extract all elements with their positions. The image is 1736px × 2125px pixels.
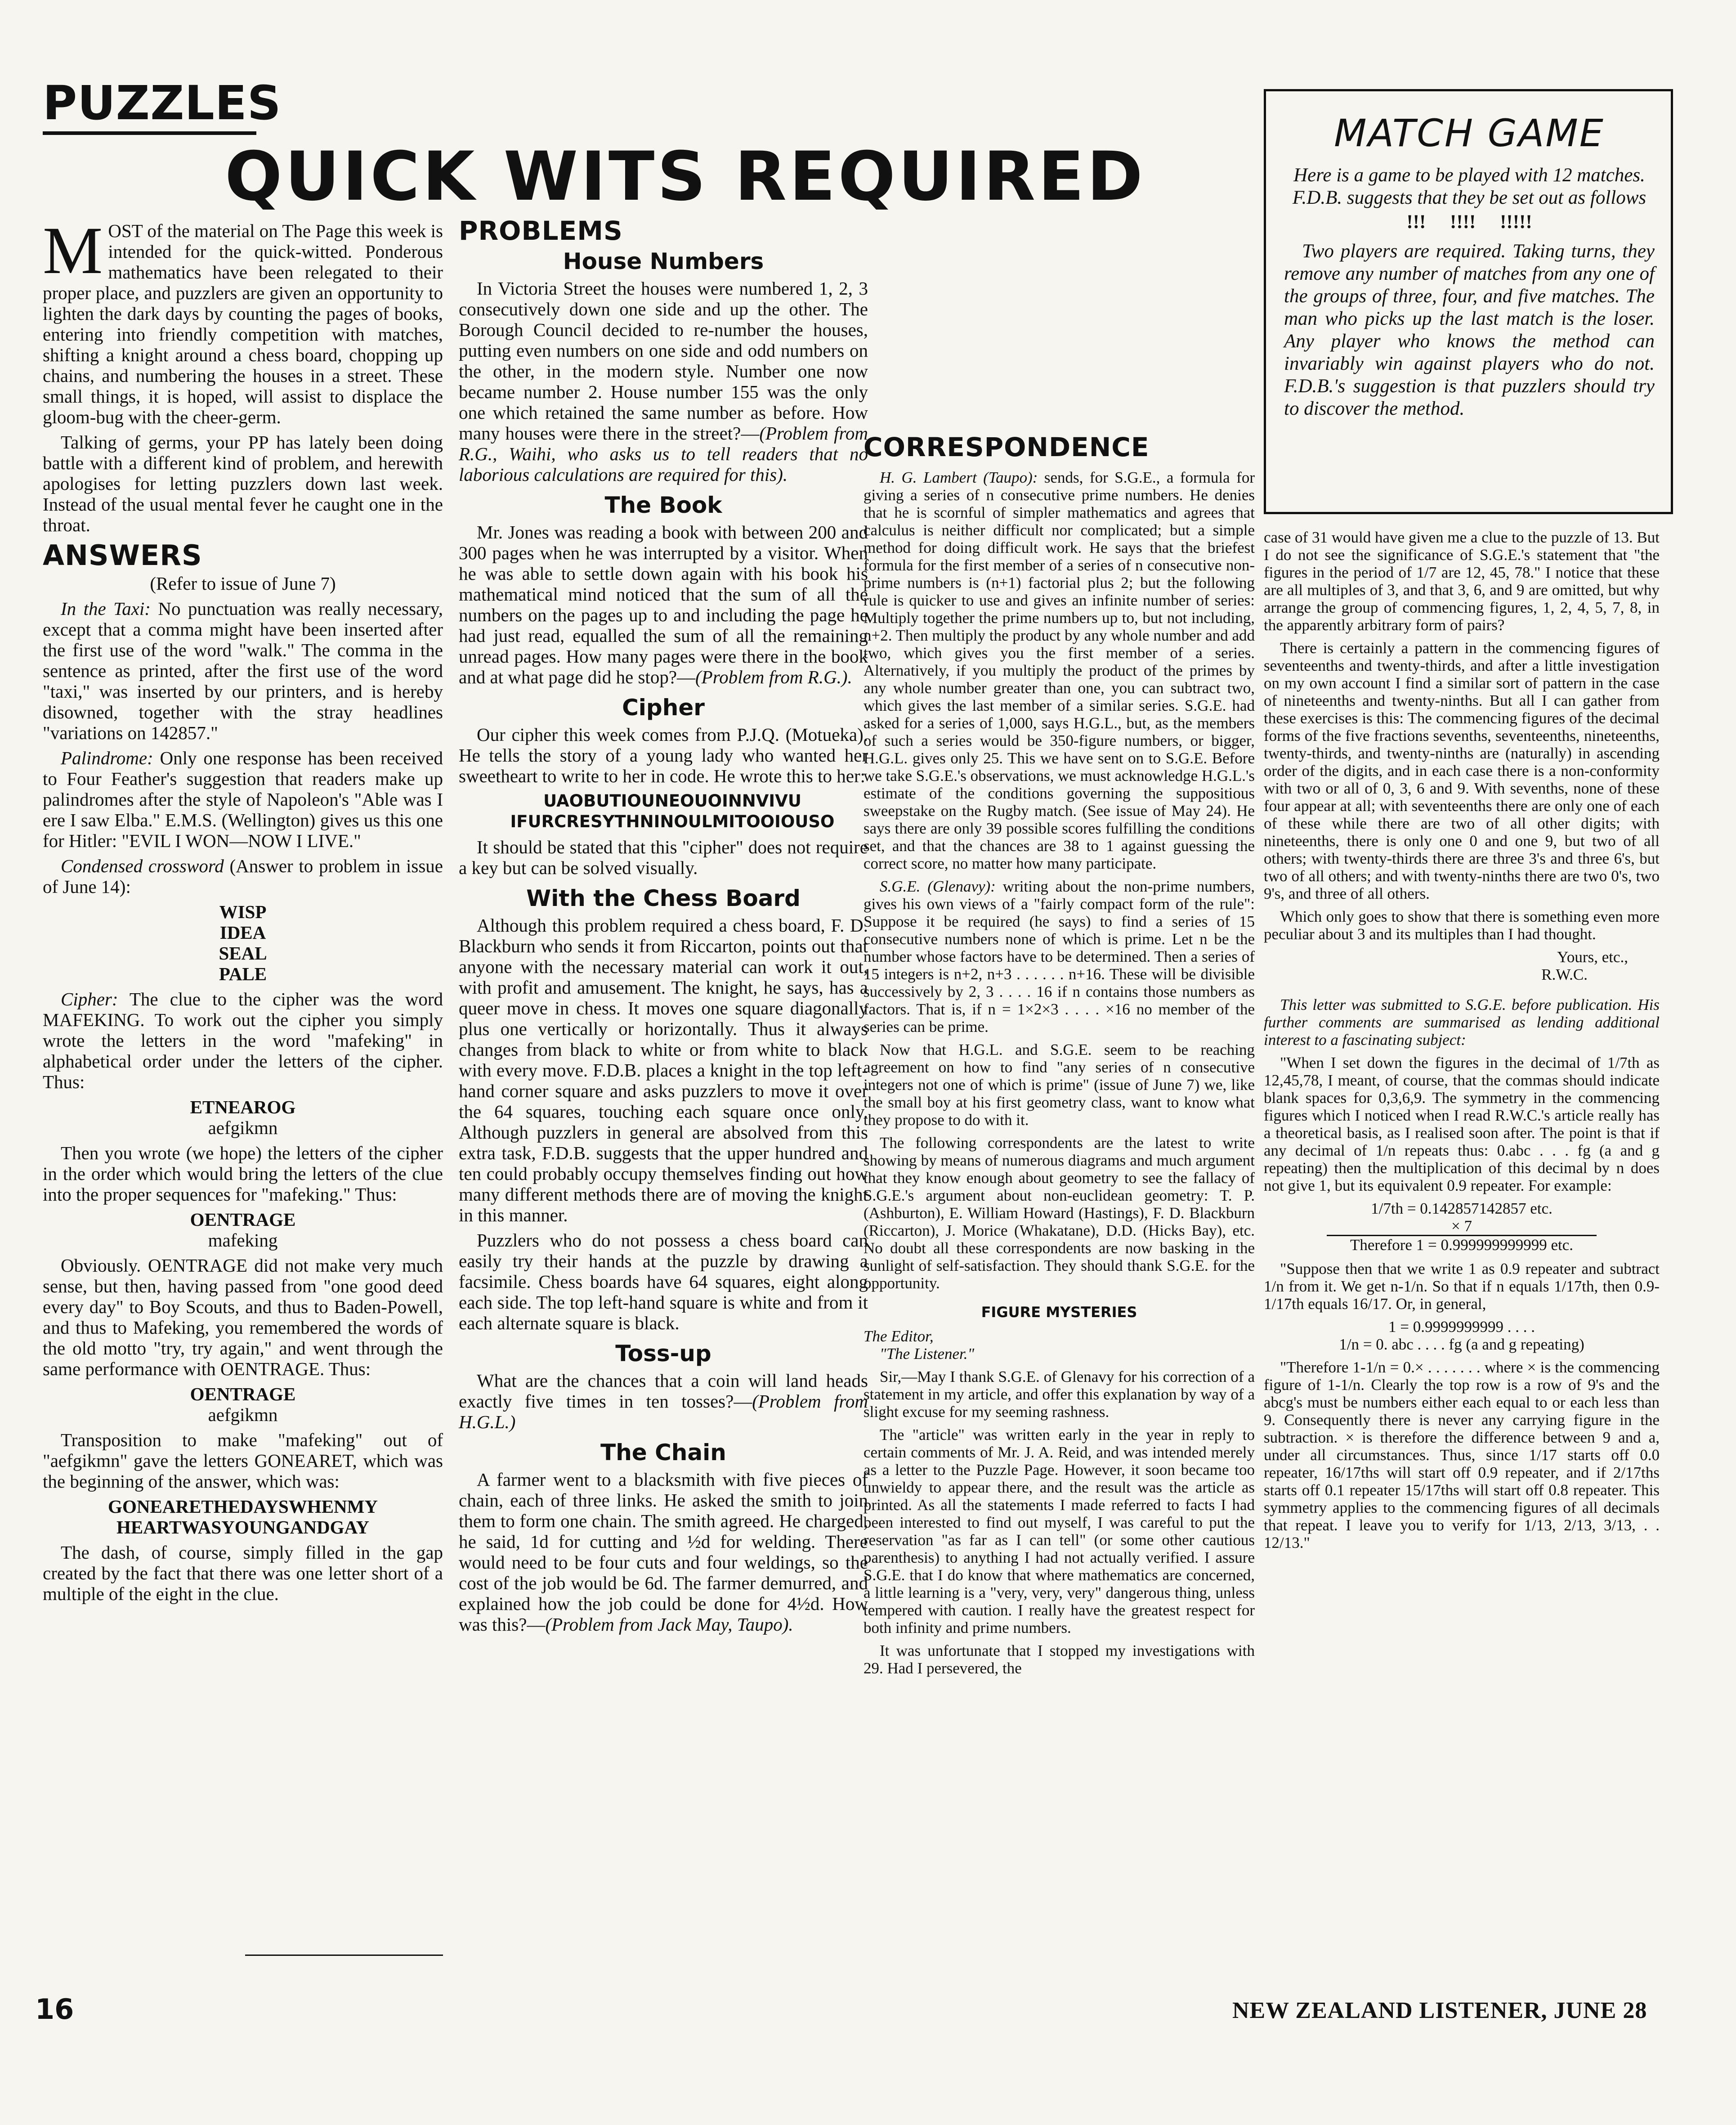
cipher-problem-text: Our cipher this week comes from P.J.Q. (Motueka). He tells the story of a young lady who wanted her sweetheart to write to her in code. He wrote this to her: (459, 724, 868, 786)
answer-taxi: In the Taxi: No punctuation was really necessary, except that a comma might have been inserted after the first use of the word "walk." The comma in the sentence as printed, after the first use of the word "taxi," was inserted by our printers, and is hereby disowned, together with the stray headlines "variations on 142857." (43, 598, 443, 743)
cipher-row: ETNEAROG (190, 1097, 296, 1117)
answer-crossword: Condensed crossword (Answer to problem in issue of June 14): (43, 856, 443, 897)
cipher-row: aefgikmn (208, 1404, 278, 1425)
correspondence-text: The following correspondents are the latest to write showing by means of numerous diagrams and much argument that they know enough about geometry to see the fallacy of S.G.E.'s argument about non-euclidean geometry: T. P. (Ashburton), E. William Howard (Hastings), F. D. Blackburn (Riccarton), J. Morice (Whakatane), D.D. (Hicks Bay), etc. No doubt all these correspondents are now basking in the sunlight of self-satisfaction. They should thank S.G.E. for the opportunity. (864, 1134, 1255, 1292)
answer-cipher: Cipher: The clue to the cipher was the word MAFEKING. To work out the cipher you simply wrote the letters in the word "mafeking" in alphabetical order under the letters of the cipher. Thus: (43, 989, 443, 1092)
letter-continued: case of 31 would have given me a clue to the puzzle of 13. But I do not see the significance of S.G.E.'s statement that "the figures in the period of 1/7 are 12, 45, 78." I notice that these are all multiples of 3, and that 3, 6, and 9 are omitted, but why arrange the group of commencing figures, 1, 2, 4, 5, 7, 8, in the apparently arbitrary form of pairs? (1264, 529, 1660, 634)
match-groups: !!! !!!! !!!!! (1406, 211, 1532, 233)
match-game-box (1264, 89, 1673, 514)
crossword-word: WISP (219, 901, 267, 922)
drop-cap: M (43, 213, 103, 288)
intro-paragraph-1: MOST of the material on The Page this week is intended for the quick-witted. Ponderous mathematics have been relegated to their proper place, and puzzlers are given an opportunity to lighten the dark days by counting the pages of books, entering into friendly competition with matches, shifting a knight around a chess board, chopping up chains, and numbering the houses in a street. These small things, it is hoped, will assist to displace the gloom-bug with the cheer-germ. (43, 213, 443, 427)
cipher-row: aefgikmn (208, 1117, 278, 1138)
publication-footer: NEW ZEALAND LISTENER, JUNE 28 (1232, 1998, 1647, 2023)
house-numbers-text: In Victoria Street the houses were numbered 1, 2, 3 consecutively down one side and up the other. The Borough Council decided to re-number the houses, putting even numbers on one side and odd numbers on the other, in the modern style. Number one now became number 2. House number 155 was the only one which retained the same number as before. How many houses were there in the street?—(Problem from R.G., Waihi, who asks us to tell readers that no laborious calculations are required for this). (459, 278, 868, 485)
chess-text: Puzzlers who do not possess a chess board can easily try their hands at the puzzle by drawing a facsimile. Chess boards have 64 squares, eight along each side. The top left-hand square is white and from it each alternate square is black. (459, 1230, 868, 1333)
cipher-row: OENTRAGE (190, 1209, 296, 1230)
correspondence-heading: CORRESPONDENCE (864, 432, 1150, 462)
cipher-note: It should be stated that this "cipher" does not require a key but can be solved visually. (459, 837, 868, 878)
crossword-word: IDEA (219, 922, 266, 943)
cipher-heading: Cipher (622, 695, 705, 721)
cipher-text: Then you wrote (we hope) the letters of the cipher in the order which would bring the letters of the clue into the proper sequences for "mafeking." Thus: (43, 1143, 443, 1205)
column-2 (459, 215, 868, 1639)
answers-refer: (Refer to issue of June 7) (150, 573, 336, 594)
section-underline (43, 131, 256, 135)
cipher-text: Obviously. OENTRAGE did not make very much sense, but then, having passed from "one good deed every day" to Boy Scouts, and thus to Baden-Powell, and thus to Mafeking, you remembered the words of the old motto "try, try again," and went through the same performance with OENTRAGE. Thus: (43, 1255, 443, 1379)
footer-rule (245, 1955, 443, 1956)
letter-sge: S.G.E. (Glenavy): writing about the non-prime numbers, gives his own views of a "fairly compact form of the rule": Suppose it be required (he says) to find a series of 15 consecutive numbers none of which is prime. Let n be the number whose factors have to be determined. Then a series of 15 integers is n+2, n+3 . . . . . . n+16. These will be divisible successively by 2, 3 . . . . 16 if n contains those numbers as factors. That is, if n = 1×2×3 . . . . ×16 no member of the series can be prime. (864, 878, 1255, 1036)
equation: Therefore 1 = 0.999999999999 etc. (1327, 1235, 1597, 1254)
letter-salutation: "The Listener." (880, 1345, 975, 1363)
correspondence-text: Now that H.G.L. and S.G.E. seem to be reaching agreement on how to find "any series of n consecutive integers not one of which is prime" (issue of June 7) we, like the small boy at his first geometry class, want to know what they propose to do with it. (864, 1041, 1255, 1129)
letter-salutation: The Editor, (864, 1327, 934, 1345)
equation: 1/7th = 0.142857142857 etc. (1371, 1200, 1553, 1217)
letter-lambert: H. G. Lambert (Taupo): sends, for S.G.E., a formula for giving a series of n consecutive prime numbers. He denies that he is scornful of simpler mathematics and agrees that calculus is neither difficult nor complicated; but a simple method for doing difficult work. He says that the briefest formula for the first member of a series of n consecutive non-prime numbers is (n+1) factorial plus 2; but the following rule is quicker to use and gives an infinite number of series: Multiply together the prime numbers up to, but not including, n+2. Then multiply the product by any whole number and add two, which gives you the first member of a series. Alternatively, if you multiply the product of the primes by any whole number greater than one, you can subtract two, which gives the last member of a similar series. S.G.E. had asked for a series of 1,000, says H.G.L., but, as the members of such a series would be 350-figure numbers, or bigger, H.G.L. gives only 25. This we have sent on to S.G.E. Before we take S.G.E.'s observations, we must acknowledge H.G.L.'s estimate of the conditions governing the suppositious sweepstake on the Rugby match. (See issue of May 24). He says there are only 39 possible scores fulfilling the conditions set, and that the chances are 38 to 1 against guessing the correct score, no matter how many participate. (864, 469, 1255, 872)
crossword-word: PALE (219, 964, 267, 984)
letter-text: It was unfortunate that I stopped my investigations with 29. Had I persevered, the (864, 1642, 1255, 1677)
chess-heading: With the Chess Board (526, 885, 801, 911)
equation: 1/n = 0. abc . . . . fg (a and g repeating) (1339, 1336, 1584, 1353)
signature: Yours, etc., (1557, 948, 1628, 966)
signature: R.W.C. (1541, 966, 1588, 983)
answers-heading: ANSWERS (43, 539, 202, 572)
headline: QUICK WITS REQUIRED (225, 138, 1146, 216)
house-numbers-heading: House Numbers (563, 248, 764, 274)
crossword-word: SEAL (219, 943, 267, 964)
cipher-code-line: IFURCRESYTHNINOULMITOOIOUSO (510, 812, 835, 831)
column-4 (1264, 529, 1660, 1557)
editor-note: This letter was submitted to S.G.E. before publication. His further comments are summarised as lending additional interest to a fascinating subject: (1264, 996, 1660, 1049)
figure-mysteries-heading: FIGURE MYSTERIES (981, 1304, 1137, 1321)
sge-comment: "Therefore 1-1/n = 0.× . . . . . . . where × is the commencing figure of 1-1/n. Clearly the top row is a row of 9's and the abcg's must be numbers either each equal to or each less than 9. Consequently there is never any carrying figure in the subtraction. × is therefore the difference between 9 and a, under all circumstances. Thus, since 1/17 starts off 0.0 repeater, 16/17ths will start off 0.9 repeater, and if 2/17ths starts off 0.1 repeater 15/17ths will start off 0.8 repeater. This symmetry applies to the commencing figures of all decimals that repeat. I leave you to verify for 1/13, 2/13, 3/13, . . 12/13." (1264, 1358, 1660, 1551)
column-3 (864, 432, 1255, 1682)
sge-comment: "When I set down the figures in the decimal of 1/7th as 12,45,78, I meant, of course, that the commas should indicate blank spaces for 0,3,6,9. The symmetry in the commencing figures which I noticed when I read R.W.C.'s article really has a theoretical basis, as I realised soon after. The point is that if any decimal of 1/n repeats thus: 0.abc . . . fg (a and g repeating) then the multiplication of this decimal by n does not give 1, but its equivalent 0.9 repeater. For example: (1264, 1054, 1660, 1194)
page-number: 16 (35, 1993, 74, 2026)
book-text: Mr. Jones was reading a book with between 200 and 300 pages when he was interrupted by a visitor. When he was able to settle down again with his book his mathematical mind noticed that the sum of all the numbers on the pages up to and including the page he had just read, equalled the sum of all the remaining unread pages. How many pages were there in the book and at what page did he stop?—(Problem from R.G.). (459, 522, 868, 687)
intro-paragraph-2: Talking of germs, your PP has lately been doing battle with a different kind of problem, and herewith apologises for letting puzzlers down last week. Instead of the usual mental fever he caught one in the throat. (43, 432, 443, 535)
cipher-row: mafeking (208, 1230, 278, 1251)
equation: 1 = 0.9999999999 . . . . (1388, 1318, 1535, 1336)
cipher-code-line: UAOBUTIOUNEOUOINNVIVU (543, 791, 801, 811)
chain-heading: The Chain (600, 1439, 726, 1466)
problems-heading: PROBLEMS (459, 215, 623, 246)
answer-palindrome: Palindrome: Only one response has been received to Four Feather's suggestion that readers make up palindromes after the style of Napoleon's "Able was I ere I saw Elba." E.M.S. (Wellington) gives us this one for Hitler: "EVIL I WON—NOW I LIVE." (43, 748, 443, 851)
toss-up-text: What are the chances that a coin will land heads exactly five times in ten tosses?—(Problem from H.G.L.) (459, 1370, 868, 1432)
book-heading: The Book (604, 492, 722, 518)
match-game-title: MATCH GAME (1334, 111, 1605, 155)
letter-text: There is certainly a pattern in the commencing figures of seventeenths and twenty-thirds, and after a little investigation on my own account I find a similar sort of pattern in the case of nineteenths and twenty-ninths. But all I can gather from these exercises is this: The commencing figures of the decimal forms of the five fractions sevenths, seventeenths, nineteenths, twenty-thirds, and twenty-ninths are (naturally) in ascending order of the digits, and in each case there is a non-conformity with two or all of 0, 3, 6 and 9. With sevenths, none of these four appear at all; with seventeenths there are only one of each of these while there are two of all other digits; with nineteenths, there is only one 0 and one 9, but two of all others; with twenty-thirds there are three 3's and three 6's, but two of all others; and with twenty-ninths there are two 0's, two 9's, and three of all others. (1264, 639, 1660, 902)
sge-comment: "Suppose then that we write 1 as 0.9 repeater and subtract 1/n from it. We get n-1/n. So that if n equals 1/17th, then 0.9-1/17th equals 16/17. Or, in general, (1264, 1260, 1660, 1313)
section-label: PUZZLES (43, 76, 282, 130)
equation: × 7 (1451, 1217, 1472, 1235)
letter-text: The "article" was written early in the year in reply to certain comments of Mr. J. A. Reid, and was intended merely as a letter to the Puzzle Page. However, it soon became too unwieldy to appear there, and the result was the article as printed. As all the statements I made referred to facts I had been interested to find out myself, I was careful to put the reservation "as far as I can tell" (or some other cautious parenthesis) to anything I had not actually verified. I assure S.G.E. that I do know that where mathematics are concerned, a little learning is a "very, very, very" dangerous thing, unless tempered with caution. I really have the greatest respect for both infinity and prime numbers. (864, 1426, 1255, 1636)
cipher-text: The dash, of course, simply filled in the gap created by the fact that there was one letter short of a multiple of the eight in the clue. (43, 1542, 443, 1604)
letter-text: Sir,—May I thank S.G.E. of Glenavy for his correction of a statement in my article, and offer this explanation by way of a slight excuse for my seeming rashness. (864, 1368, 1255, 1421)
cipher-answer: HEARTWASYOUNGANDGAY (116, 1517, 369, 1538)
letter-text: Which only goes to show that there is something even more peculiar about 3 and its multiples than I had thought. (1264, 908, 1660, 943)
cipher-text: Transposition to make "mafeking" out of "aefgikmn" gave the letters GONEARET, which was the beginning of the answer, which was: (43, 1430, 443, 1492)
correspondence-body (864, 469, 1255, 1677)
cipher-answer: GONEARETHEDAYSWHENMY (108, 1496, 378, 1517)
match-game-text: Here is a game to be played with 12 matches. F.D.B. suggests that they be set out as follows (1292, 165, 1647, 208)
column-1 (43, 213, 443, 1609)
chain-text: A farmer went to a blacksmith with five pieces of chain, each of three links. He asked the smith to join them to form one chain. The smith agreed. He charged, he said, 1d for cutting and ½d for welding. There would need to be four cuts and four weldings, so the cost of the job would be 6d. The farmer demurred, and explained how the job could be done for 4½d. How was this?—(Problem from Jack May, Taupo). (459, 1469, 868, 1635)
chess-text: Although this problem required a chess board, F. D. Blackburn who sends it from Riccarton, points out that anyone with the necessary material can work it out, with profit and amusement. The knight, he says, has a queer move in chess. It moves one square diagonally plus one vertically or horizontally. Thus it always changes from black to white or from white to black with every move. F.D.B. places a knight in the top left-hand corner square and asks puzzlers to move it over the 64 squares, touching each square once only. Although puzzlers in general are absolved from this extra task, F.D.B. suggests that the upper hundred and ten could probably occupy themselves finding out how many different methods there are of moving the knight in this manner. (459, 915, 868, 1225)
toss-up-heading: Toss-up (615, 1340, 711, 1367)
match-game-rules: Two players are required. Taking turns, they remove any number of matches from any one of the groups of three, four, and five matches. The man who picks up the last match is the loser. Any player who knows the method can invariably win against players who do not. F.D.B.'s suggestion is that puzzlers should try to discover the method. (1284, 241, 1655, 419)
cipher-row: OENTRAGE (190, 1384, 296, 1404)
